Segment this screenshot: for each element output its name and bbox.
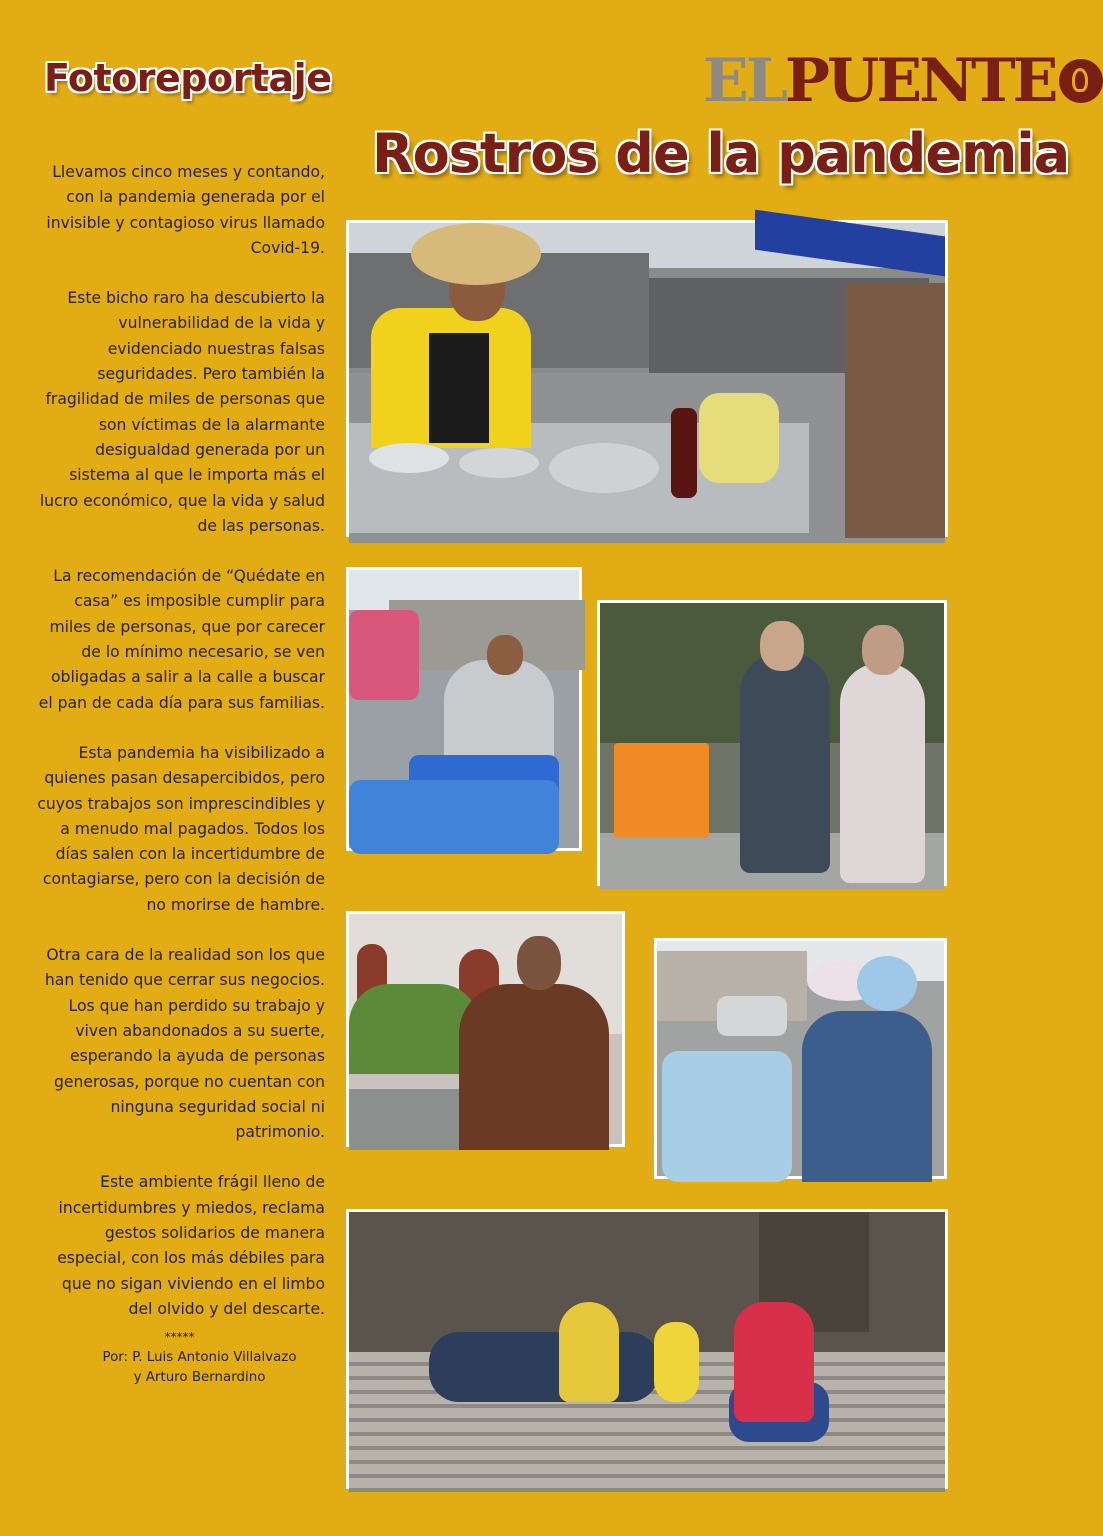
paragraph: La recomendación de “Quédate en casa” es imposible cumplir para miles de personas, que por carecer de lo mínimo necesario, se ven obligadas a salir a la calle a buscar el pan de cada día para sus familias. [38, 567, 325, 712]
photo-family-on-steps [346, 1209, 948, 1489]
paragraph: Este ambiente frágil lleno de incertidumbres y miedos, reclama gestos solidarios de manera especial, con los más débiles para que no sigan viviendo en el limbo del olvido y del descarte. [57, 1173, 325, 1318]
el-puente-logo [703, 46, 1103, 116]
paragraph: Esta pandemia ha visibilizado a quienes pasan desapercibidos, pero cuyos trabajos son imprescindibles y a menudo mal pagados. Todos los días salen con la incertidumbre de contagiarse, pero con la decisión de no morirse de hambre. [37, 743, 325, 914]
photo-broom-seller [346, 567, 582, 851]
byline [74, 1348, 325, 1388]
headline: Rostros de la pandemia [372, 122, 1070, 185]
section-label: Fotoreportaje [44, 56, 332, 100]
photo-elderly-women [597, 600, 947, 886]
photo-food-vendor [346, 220, 948, 537]
article-body [34, 160, 325, 1388]
byline-line-2: y Arturo Bernardino [133, 1370, 266, 1386]
byline-line-1: Por: P. Luis Antonio Villalvazo [102, 1350, 297, 1366]
separator: ***** [164, 1330, 195, 1345]
photo-water-seller [654, 938, 947, 1179]
paragraph: Otra cara de la realidad son los que han tenido que cerrar sus negocios. Los que han perdido su trabajo y viven abandonados a su suerte, esperando la ayuda de personas generosas, porque no cuentan con ninguna seguridad social ni patrimonio. [44, 946, 325, 1142]
logo-puente: PUENTE [784, 46, 1056, 116]
paragraph: Este bicho raro ha descubierto la vulnerabilidad de la vida y evidenciado nuestras falsas seguridades. Pero también la fragilidad de miles de personas que son víctimas de la alarmante desigualdad generada por un sistema al que le importa más el lucro económico, que la vida y salud de las personas. [39, 289, 325, 535]
logo-seal-icon [1059, 59, 1103, 103]
photo-plant-seller [346, 911, 625, 1147]
logo-el: EL [703, 46, 785, 116]
paragraph: Llevamos cinco meses y contando, con la pandemia generada por el invisible y contagioso virus llamado Covid-19. [46, 163, 325, 257]
